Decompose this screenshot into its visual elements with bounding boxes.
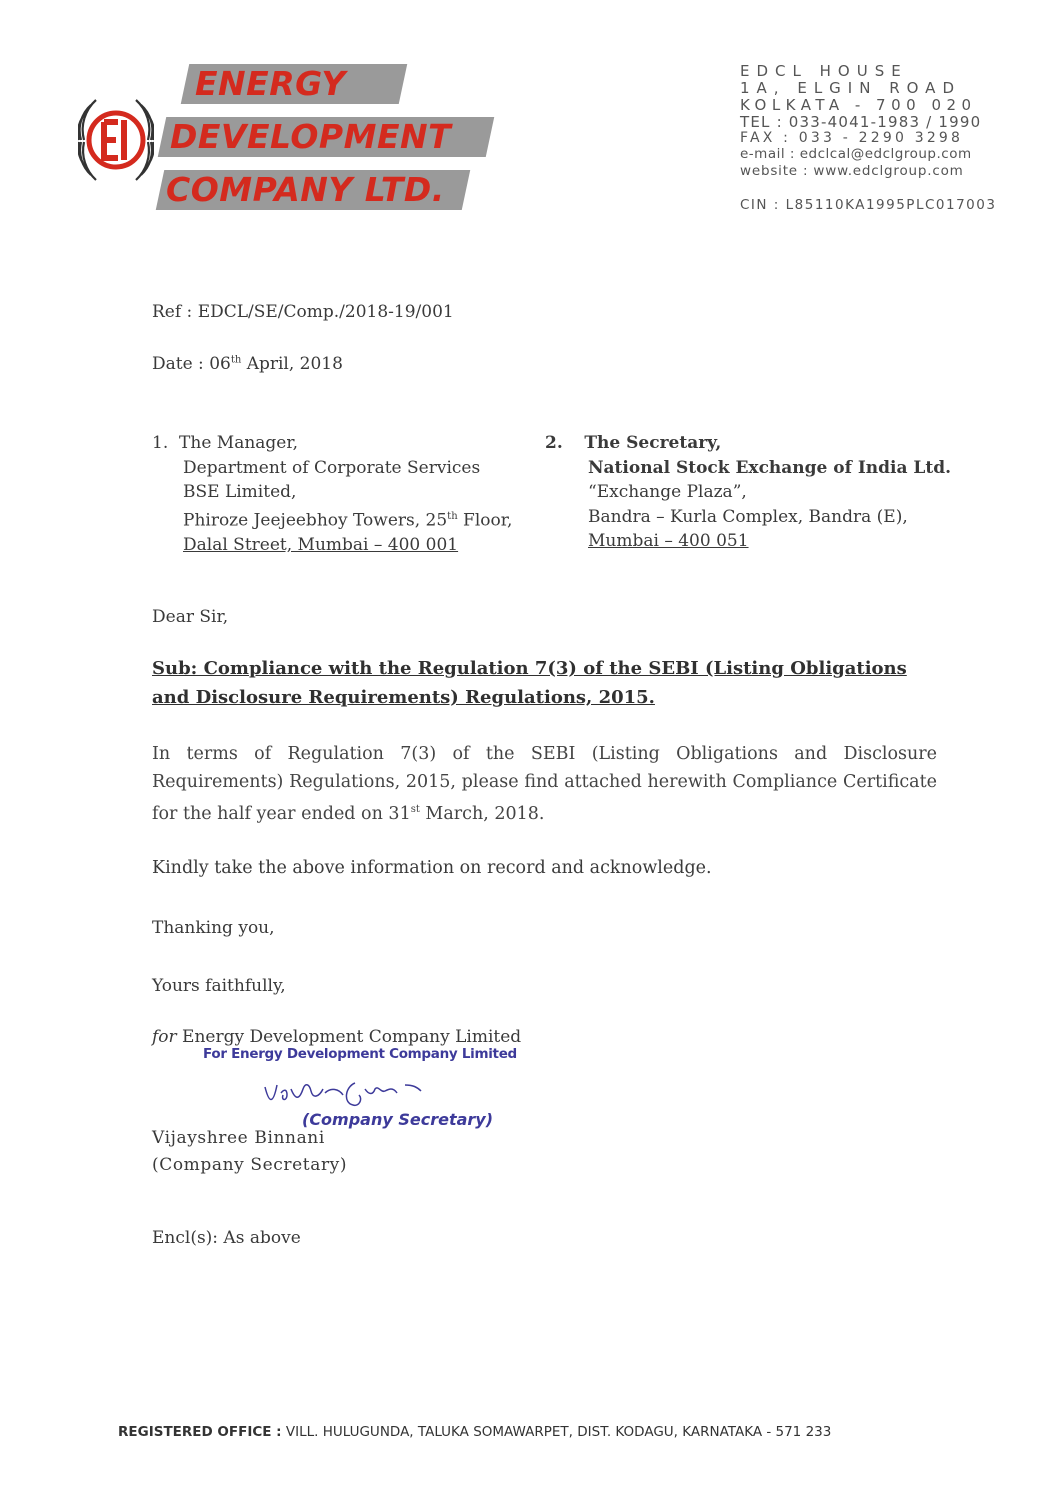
recipient-2-line-3: “Exchange Plaza”,: [588, 482, 747, 502]
closing-thanks: Thanking you,: [152, 918, 275, 938]
recipient-1-line-3: BSE Limited,: [183, 482, 297, 502]
footer-label: REGISTERED OFFICE :: [118, 1424, 282, 1440]
date-prefix: Date : 06: [152, 354, 231, 374]
date-sup: th: [230, 354, 242, 366]
address-line-3: KOLKATA - 700 020: [740, 96, 977, 114]
recipient-1-line-5: Dalal Street, Mumbai – 400 001: [183, 534, 459, 555]
recipient-1-line-2: Department of Corporate Services: [183, 457, 481, 478]
logo-line-2: DEVELOPMENT: [170, 117, 452, 156]
address-line-1: EDCL HOUSE: [740, 62, 908, 80]
recipient-1-number: 1.: [152, 433, 169, 453]
recipient-1-line-4: Phiroze Jeejeebhoy Towers, 25th Floor,: [183, 510, 513, 531]
date-rest: April, 2018: [241, 354, 343, 374]
recipient-1-line-1: The Manager,: [179, 433, 299, 453]
logo-line-3: COMPANY LTD.: [166, 170, 445, 209]
body-paragraph-1: In terms of Regulation 7(3) of the SEBI (Listing Obligations and Disclosure Requirements) Regulations, 2015, please find attached herewith Compliance Certificate for the half year ended on 31st March, 2018.: [152, 744, 937, 824]
company-address: [740, 63, 996, 213]
address-cin: CIN : L85110KA1995PLC017003: [740, 197, 997, 213]
company-emblem-icon: [78, 90, 154, 190]
address-email: e-mail : edclcal@edclgroup.com: [740, 146, 972, 162]
body-paragraph-2: Kindly take the above information on record and acknowledge.: [152, 858, 712, 878]
footer-text: VILL. HULUGUNDA, TALUKA SOMAWARPET, DIST. KODAGU, KARNATAKA - 571 233: [281, 1424, 832, 1440]
enclosure: Encl(s): As above: [152, 1228, 301, 1248]
address-tel: TEL : 033-4041-1983 / 1990: [740, 113, 982, 131]
recipient-2-line-1: The Secretary,: [584, 433, 722, 453]
recipient-2-line-4: Bandra – Kurla Complex, Bandra (E),: [588, 506, 908, 527]
recipient-2-line-2: National Stock Exchange of India Ltd.: [588, 457, 952, 478]
recipient-2-line-5: Mumbai – 400 051: [588, 531, 749, 551]
closing-yours: Yours faithfully,: [152, 976, 286, 996]
signatory-designation: (Company Secretary): [152, 1155, 348, 1175]
reference-number: Ref : EDCL/SE/Comp./2018-19/001: [152, 302, 454, 322]
address-line-2: 1A, ELGIN ROAD: [740, 79, 961, 97]
stamp-designation: (Company Secretary): [302, 1110, 494, 1129]
registered-office-footer: [118, 1424, 831, 1440]
recipient-2-number: 2.: [545, 433, 563, 453]
letter-date: [152, 354, 343, 374]
stamp-company: For Energy Development Company Limited: [203, 1046, 517, 1062]
closing-for-company: for Energy Development Company Limited: [152, 1027, 522, 1047]
recipient-1: [152, 431, 512, 557]
logo-line-1: ENERGY: [195, 64, 346, 103]
salutation: Dear Sir,: [152, 607, 229, 627]
address-website: website : www.edclgroup.com: [740, 163, 964, 179]
subject-line: Sub: Compliance with the Regulation 7(3) of the SEBI (Listing Obligations and Disclosure Requirements) Regulations, 2015.: [152, 658, 907, 708]
signatory-name: Vijayshree Binnani: [152, 1128, 325, 1148]
signature-icon: [255, 1075, 455, 1113]
recipient-2: [545, 431, 951, 554]
address-fax: FAX : 033 - 2290 3298: [740, 130, 964, 146]
